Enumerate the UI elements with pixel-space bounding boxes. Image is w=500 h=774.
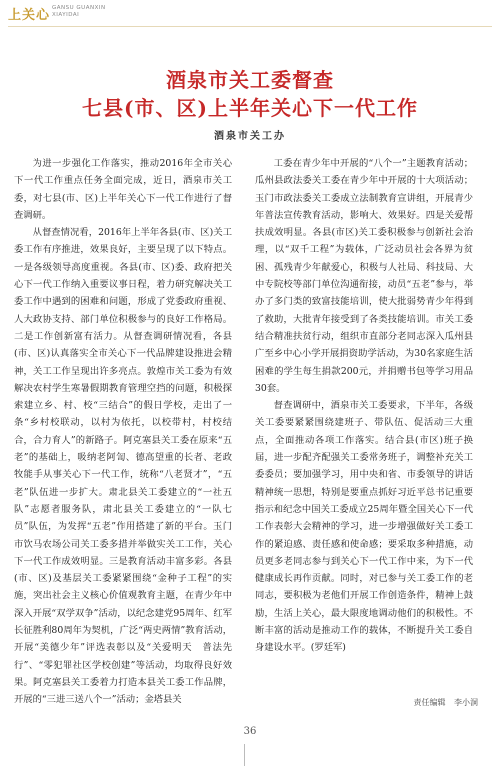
editor-label: 责任编辑 — [413, 698, 446, 707]
page-number-rule — [244, 744, 245, 766]
paragraph: 督查调研中，酒泉市关工委要求，下半年，各级关工委要紧紧围绕建班子、带队伍、促活动三大重点，全面推动各项工作落实。结合县(市区)班子换届，进一步配齐配强关工委常务班子，调整补充关工委委员；要加强学习，用中央和省、市委领导的讲话精神统一思想，特别是要重点抓好习近平总书记重要指示和纪念中国关工委成立25周年暨全国关心下一代工作表彰大会精神的学习，进一步增强做好关工委工作的紧迫感、责任感和使命感；要采取多种措施，动员更多老同志参与到关心下一代工作中来，为下一代健康成长再作贡献。同时，对已参与关工委工作的老同志，要积极为老他们开展工作创造条件，精神上鼓励，生活上关心，最大限度地调动他们的积极性。不断丰富的活动是推动工作的载体，不断提升关工委自身建设水平。(罗廷军) — [255, 400, 473, 654]
editor-name: 李小洞 — [454, 698, 478, 707]
editor-credit — [407, 697, 478, 708]
magazine-logo — [8, 4, 158, 26]
logo-sub-line-2: XIAYIDAI — [52, 12, 80, 18]
paragraph: 为进一步强化工作落实，推动2016年全市关心下一代工作重点任务全面完成，近日，酒泉市关工委，对七县(市、区)上半年关心下一代工作进行了督查调研。 — [14, 158, 232, 221]
article-byline: 酒泉市关工办 — [214, 131, 286, 142]
article-column-left — [14, 155, 232, 706]
page-number: 36 — [243, 726, 257, 737]
paragraph: 从督查情况看，2016年上半年各县(市、区)关工委工作有序推进，效果良好，主要呈现了以下特点。一是各级领导高度重视。各县(市、区)委、政府把关心下一代工作纳入重要议事日程，着力研究解决关工委工作中遇到的困难和问题，形成了党委政府重视、人大政协支持、部门单位积极参与的良好工作格局。二是工作创新富有活力。从督查调研情况看，各县(市、区)认真落实全市关心下一代品牌建设推进会精神，关工工作呈现出许多亮点。敦煌市关工委为有效解决农村学生寒暑假期教育管理空挡的问题，积极探索建立乡、村、校“三结合”的假日学校，走出了一条“乡村校联动，以村为依托，以校带村，村校结合，合力育人”的新路子。阿克塞县关工委在原来“五老”的基础上，吸纳老阿訇、德高望重的长者、老政牧能手从事关心下一代工作，统称“八老贤才”，“五老”队伍进一步扩大。肃北县关工委建立的“一社五队”志愿者服务队，肃北县关工委建立的“一队七员”队伍，为发挥“五老”作用搭建了新的平台。玉门市饮马农场公司关工委多措并举做实关工工作，关心下一代工作成效明显。三是教育活动丰富多彩。各县(市、区)及基层关工委紧紧围绕“金种子工程”的实施，突出社会主义核心价值观教育主题，在青少年中深入开展“双学双争”活动，以纪念建党95周年、红军长征胜利80周年为契机，广泛“两史两情”教育活动，开展“美德少年”评选表彰以及“关爱明天 普法先行”、“零犯罪社区学校创建”等活动，均取得良好效果。阿克塞县关工委着力打造本县关工委工作品牌，开展的“三进三送八个一”活动；金塔县关 — [14, 227, 232, 706]
logo-text: 上关心 — [8, 8, 51, 23]
article-title-line-2: 七县(市、区)上半年关心下一代工作 — [82, 96, 418, 120]
article-title-line-1: 酒泉市关工委督查 — [166, 68, 334, 92]
paragraph: 工委在青少年中开展的“八个一”主题教育活动；瓜州县政法委关工委在青少年中开展的十大项活动；玉门市政法委关工委成立法制教育宣讲组，开展青少年普法宣传教育活动，影响大、效果好。四是关爱帮扶成效明显。各县(市区)关工委积极参与创新社会治理，以“双千工程”为载体，广泛动员社会各界为贫困、孤残青少年献爱心，积极与人社局、科技局、大中专院校等部门单位沟通衔接，动员“五老”参与，举办了多门类的致富技能培训，使大批弱势青少年得到了救助，大批青年接受到了各类技能培训。市关工委结合精准扶贫行动，组织市直部分老同志深入瓜州县广至乡中心小学开展捐资助学活动，为30名家庭生活困难的学生每生捐款200元，并捐赠书包等学习用品30套。 — [255, 158, 473, 394]
article-column-right — [255, 155, 473, 695]
page-header — [0, 0, 500, 28]
header-divider — [8, 26, 492, 27]
logo-sub-line-1: GANSU GUANXIN — [52, 5, 106, 11]
logo-subtitle — [52, 5, 106, 19]
